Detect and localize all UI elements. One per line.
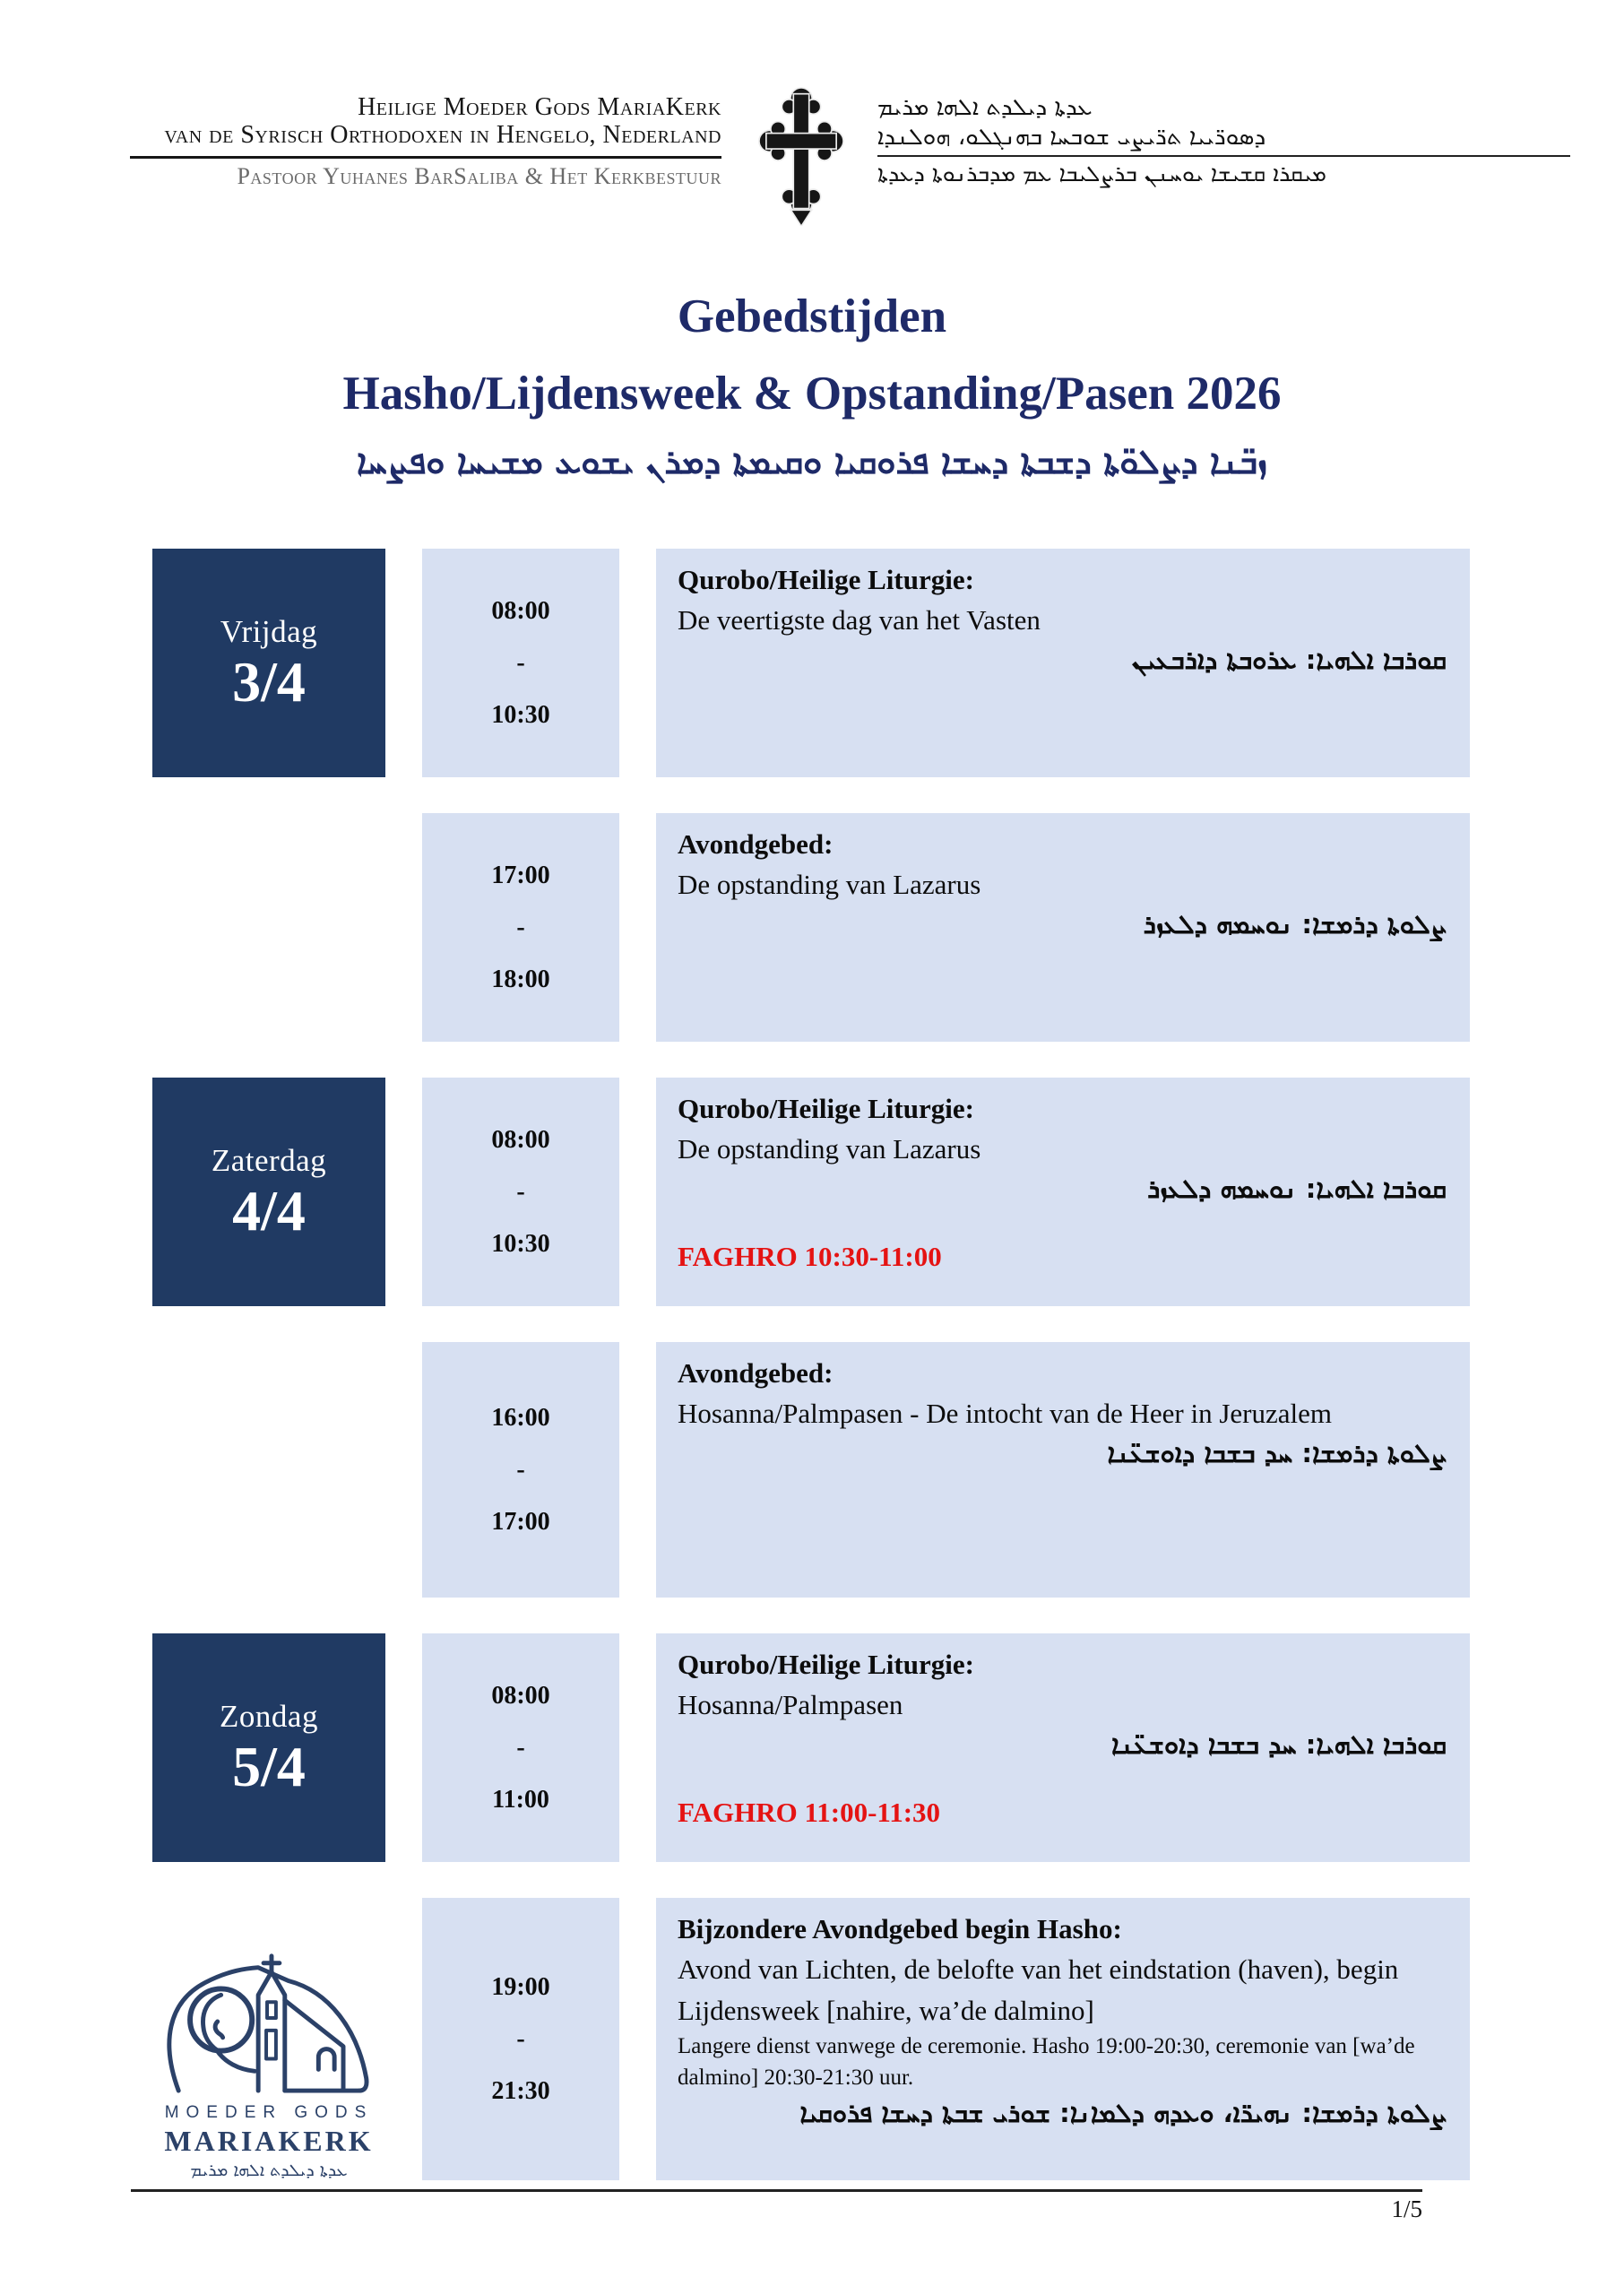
time-start: 08:00 bbox=[491, 596, 550, 625]
footer bbox=[131, 2189, 1422, 2223]
service-syriac: ܩܘܪܒܐ ܐܠܗܝܐ: ܚܕ ܒܫܒܐ ܕܐܘܫܥ̈ܢܐ bbox=[1110, 1728, 1447, 1760]
church-logo bbox=[152, 1898, 385, 2180]
church-name-block bbox=[130, 93, 721, 190]
day-box-zaterdag bbox=[152, 1078, 385, 1306]
service-heading: Bijzondere Avondgebed begin Hasho: bbox=[678, 1913, 1122, 1944]
service-description: Avond van Lichten, de belofte van het eindstation (haven), begin Lijdensweek [nahire, wa’de dalmino] bbox=[678, 1953, 1399, 2026]
page-number: 1/5 bbox=[1391, 2195, 1422, 2222]
schedule-row bbox=[152, 813, 1471, 1042]
day-name: Vrijdag bbox=[220, 613, 318, 649]
time-box bbox=[422, 813, 619, 1042]
schedule-row bbox=[152, 1342, 1471, 1598]
schedule-row bbox=[152, 549, 1471, 777]
schedule-row bbox=[152, 1078, 1471, 1306]
day-date: 5/4 bbox=[232, 1734, 306, 1798]
logo-line2: MARIAKERK bbox=[164, 2125, 374, 2157]
logo-syriac: ܥܕܬܐ ܕܝܠܕܬ ܐܠܗܐ ܡܪܝܡ bbox=[190, 2161, 348, 2180]
time-dash: - bbox=[516, 1455, 525, 1484]
schedule-table bbox=[152, 549, 1471, 2180]
mariakerk-logo-art bbox=[149, 1945, 389, 2096]
time-dash: - bbox=[516, 1733, 525, 1762]
day-date: 3/4 bbox=[232, 649, 306, 714]
time-start: 08:00 bbox=[491, 1125, 550, 1154]
service-box bbox=[656, 1342, 1470, 1598]
title-block bbox=[0, 290, 1624, 482]
service-box bbox=[656, 1633, 1470, 1862]
service-heading: Avondgebed: bbox=[678, 1357, 834, 1389]
day-date: 4/4 bbox=[232, 1178, 306, 1243]
time-dash: - bbox=[516, 2024, 525, 2053]
service-heading: Qurobo/Heilige Liturgie: bbox=[678, 1649, 974, 1680]
schedule-row bbox=[152, 1898, 1471, 2180]
service-box bbox=[656, 813, 1470, 1042]
budded-cross-icon bbox=[748, 82, 854, 230]
service-syriac: ܨܠܘܬܐ ܕܪܡܫܐ: ܚܕ ܒܫܒܐ ܕܐܘܫܥ̈ܢܐ bbox=[1107, 1437, 1447, 1468]
service-description: Hosanna/Palmpasen bbox=[678, 1689, 903, 1721]
header-syriac-line1: ܥܕܬܐ ܕܝܠܕܬ ܐܠܗܐ ܡܪܝܡ bbox=[877, 94, 1093, 121]
time-end: 21:30 bbox=[491, 2076, 550, 2105]
day-box-zondag bbox=[152, 1633, 385, 1862]
service-heading: Qurobo/Heilige Liturgie: bbox=[678, 1093, 974, 1124]
header-syriac-block bbox=[877, 93, 1570, 187]
service-syriac: ܨܠܘܬܐ ܕܪܡܫܐ: ܢܘܚܡܗ ܕܠܥܙܪ bbox=[1143, 908, 1447, 940]
time-box bbox=[422, 1898, 619, 2180]
page-subtitle: Hasho/Lijdensweek & Opstanding/Pasen 2026 bbox=[342, 368, 1282, 420]
header bbox=[130, 93, 1570, 230]
time-end: 10:30 bbox=[491, 700, 550, 729]
time-dash: - bbox=[516, 1177, 525, 1206]
time-end: 18:00 bbox=[491, 965, 550, 993]
time-start: 19:00 bbox=[491, 1972, 550, 2001]
header-right-rule bbox=[877, 155, 1570, 157]
church-name-line2: van de Syrisch Orthodoxen in Hengelo, Nederland bbox=[164, 121, 721, 150]
time-dash: - bbox=[516, 648, 525, 677]
header-syriac-line3: ܡܝܩܪܐ ܩܫܝܫܐ ܝܘܚܢܢ ܒܪܨܠܝܒܐ ܥܡ ܡܕܒܪܢܘܬܐ ܕܥܕܬܐ bbox=[877, 160, 1327, 186]
time-box bbox=[422, 1078, 619, 1306]
pastor-line: Pastoor Yuhanes BarSaliba & Het Kerkbestuur bbox=[237, 162, 721, 189]
faghro-notice: FAGHRO 11:00-11:30 bbox=[678, 1796, 941, 1828]
time-box bbox=[422, 549, 619, 777]
service-box bbox=[656, 1898, 1470, 2180]
service-description: De opstanding van Lazarus bbox=[678, 869, 981, 901]
header-left-rule bbox=[130, 156, 721, 159]
page-title: Gebedstijden bbox=[677, 290, 947, 342]
title-syriac: ܙܒ̈ܢܐ ܕܨܠܘ̈ܬܐ ܕܫܒܬܐ ܕܚܫܐ ܦܪܘܩܝܐ ܘܩܝܡܬܐ ܕܡܪܢ ܝܫܘܥ ܡܫܝܚܐ ܘܦܨܚܐ bbox=[356, 442, 1268, 481]
service-heading: Avondgebed: bbox=[678, 828, 834, 860]
service-heading: Qurobo/Heilige Liturgie: bbox=[678, 564, 974, 595]
logo-line1: MOEDER GODS bbox=[164, 2103, 374, 2122]
time-box bbox=[422, 1342, 619, 1598]
service-box bbox=[656, 549, 1470, 777]
service-syriac: ܩܘܪܒܐ ܐܠܗܝܐ: ܥܪܘܒܬܐ ܕܐܪܒܥܝܢ bbox=[1132, 644, 1447, 675]
time-end: 11:00 bbox=[492, 1785, 549, 1814]
service-syriac: ܩܘܪܒܐ ܐܠܗܝܐ: ܢܘܚܡܗ ܕܠܥܙܪ bbox=[1147, 1173, 1447, 1204]
time-start: 08:00 bbox=[491, 1681, 550, 1710]
faghro-notice: FAGHRO 10:30-11:00 bbox=[678, 1240, 942, 1272]
time-end: 10:30 bbox=[491, 1229, 550, 1258]
time-start: 16:00 bbox=[491, 1403, 550, 1432]
service-description: De opstanding van Lazarus bbox=[678, 1133, 981, 1165]
schedule-row bbox=[152, 1633, 1471, 1862]
time-dash: - bbox=[516, 913, 525, 941]
service-description: De veertigste dag van het Vasten bbox=[678, 604, 1041, 637]
header-syriac-line2: ܕܣܘܪ̈ܝܝܐ ܬܪ̈ܝܨܝ ܫܘܒܚܐ ܒܗܢܓܠܘ، ܗܘܠܢܕܐ bbox=[877, 123, 1266, 151]
time-end: 17:00 bbox=[491, 1507, 550, 1536]
day-name: Zaterdag bbox=[211, 1142, 327, 1178]
time-start: 17:00 bbox=[491, 861, 550, 889]
day-box-vrijdag bbox=[152, 549, 385, 777]
church-name-line1: Heilige Moeder Gods MariaKerk bbox=[358, 93, 721, 121]
service-box bbox=[656, 1078, 1470, 1306]
day-spacer bbox=[152, 1342, 385, 1598]
day-name: Zondag bbox=[220, 1698, 318, 1734]
service-description: Hosanna/Palmpasen - De intocht van de Heer in Jeruzalem bbox=[678, 1398, 1332, 1430]
day-spacer bbox=[152, 813, 385, 1042]
service-syriac: ܨܠܘܬܐ ܕܪܡܫܐ: ܢܗܝܪ̈ܐ، ܘܥܕܗ ܕܠܡܐܢܐ: ܫܘܪܝ ܫܒܬܐ ܕܚܫܐ ܦܪܘܩܝܐ bbox=[799, 2097, 1447, 2128]
service-note: Langere dienst vanwege de ceremonie. Hasho 19:00-20:30, ceremonie van [wa’de dalmino] 20:30-21:30 uur. bbox=[678, 2033, 1415, 2091]
time-box bbox=[422, 1633, 619, 1862]
